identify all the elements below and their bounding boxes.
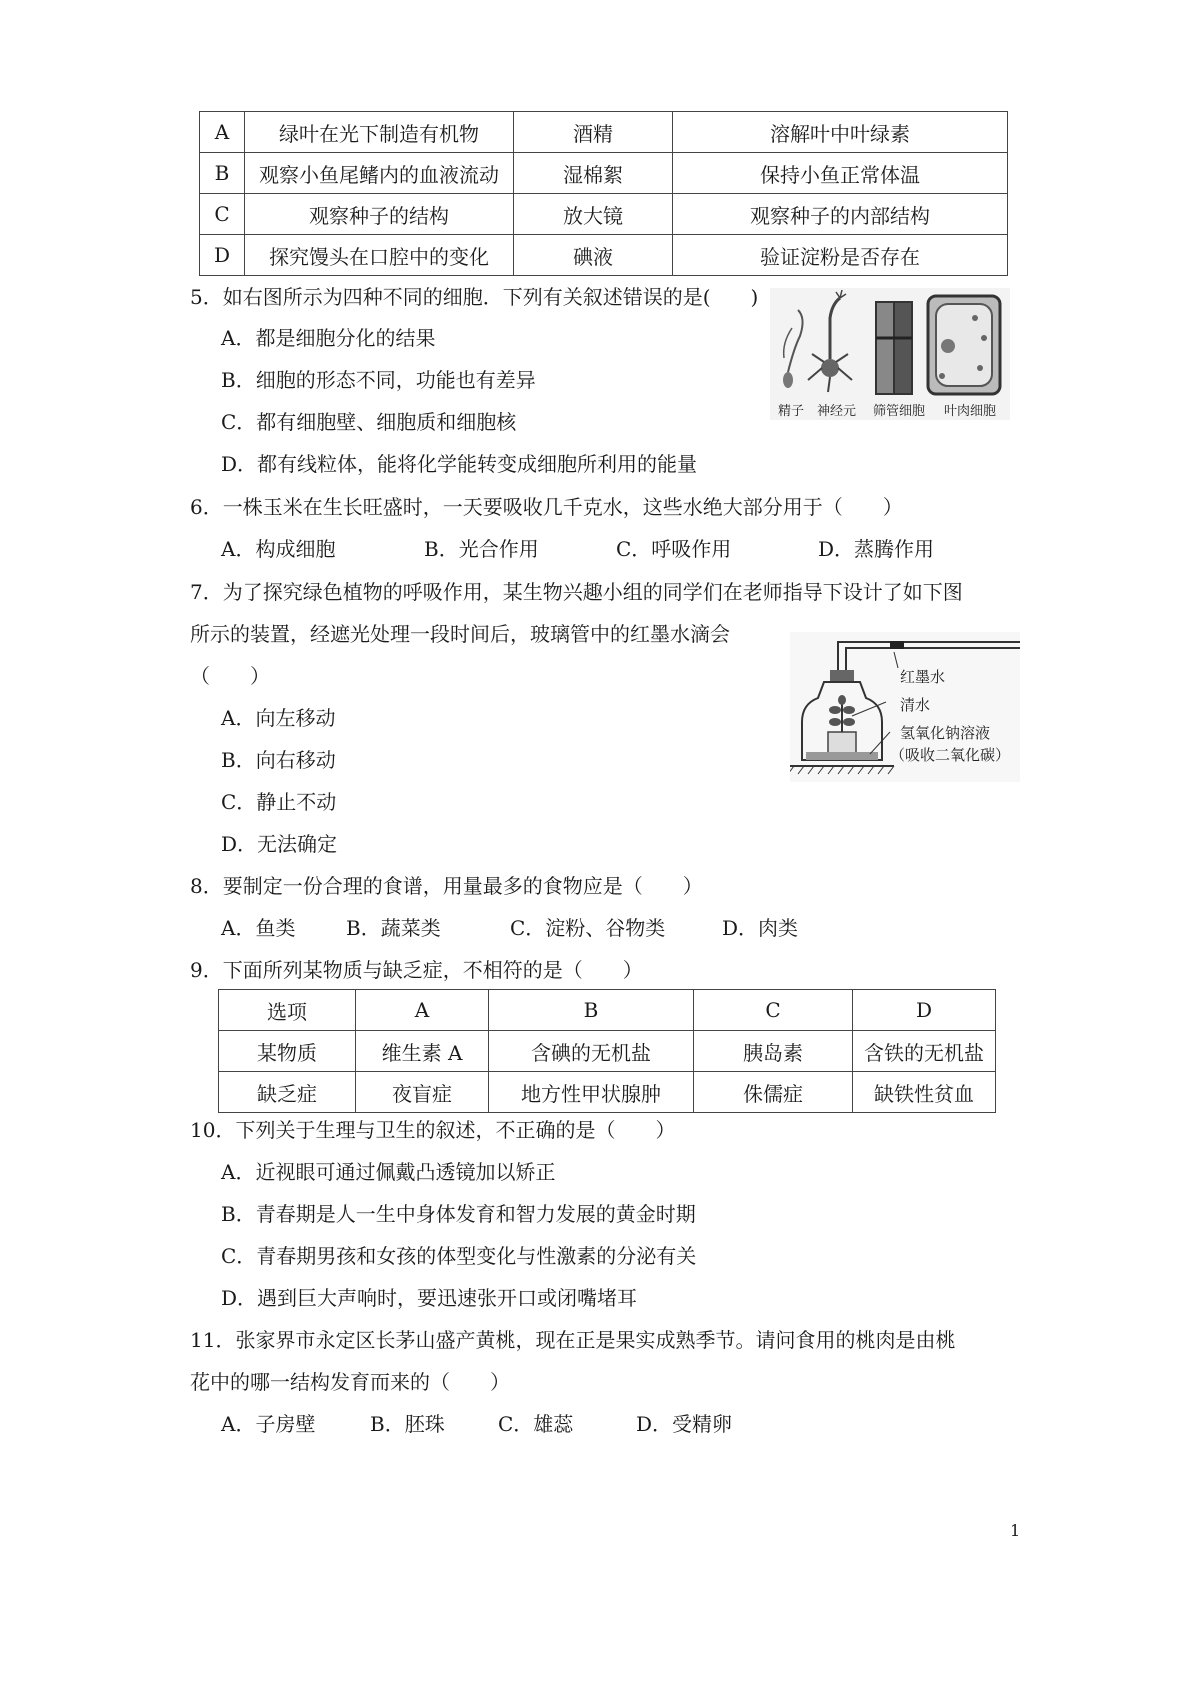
question-8-option-b: B．蔬菜类	[346, 916, 441, 940]
table-cell: 侏儒症	[694, 1072, 853, 1113]
table-cell: 探究馒头在口腔中的变化	[245, 235, 514, 276]
table-cell: 溶解叶中叶绿素	[673, 112, 1008, 153]
figure-label-mesophyll: 叶肉细胞	[944, 404, 997, 419]
deficiency-table	[218, 989, 996, 1113]
table-cell: C	[200, 194, 245, 235]
question-6-option-b: B．光合作用	[424, 537, 539, 561]
table-cell: 验证淀粉是否存在	[673, 235, 1008, 276]
table-cell: 夜盲症	[356, 1072, 489, 1113]
table-row	[219, 1031, 996, 1072]
question-5-stem: 5．如右图所示为四种不同的细胞．下列有关叙述错误的是( )	[190, 285, 759, 309]
question-9-stem: 9．下面所列某物质与缺乏症，不相符的是（ ）	[190, 958, 643, 982]
question-5-option-d: D．都有线粒体，能将化学能转变成细胞所利用的能量	[221, 452, 698, 476]
table-row	[200, 112, 1008, 153]
table-cell: 维生素 A	[356, 1031, 489, 1072]
table-cell: 缺铁性贫血	[853, 1072, 996, 1113]
table-cell: 缺乏症	[219, 1072, 356, 1113]
question-7-option-d: D．无法确定	[221, 832, 338, 856]
table-cell: 观察小鱼尾鳍内的血液流动	[245, 153, 514, 194]
question-7-stem-line-3: （ ）	[190, 664, 270, 688]
table-cell: 保持小鱼正常体温	[673, 153, 1008, 194]
table-row	[200, 194, 1008, 235]
question-6-option-c: C．呼吸作用	[616, 537, 732, 561]
question-10-option-c: C．青春期男孩和女孩的体型变化与性激素的分泌有关	[221, 1244, 697, 1268]
table-cell: 观察种子的内部结构	[673, 194, 1008, 235]
mesophyll-cell-drawing	[928, 296, 1000, 394]
experiment-table	[199, 111, 1008, 276]
question-8-option-c: C．淀粉、谷物类	[510, 916, 666, 940]
cell-drawings	[770, 288, 1010, 398]
question-8-option-d: D．肉类	[722, 916, 799, 940]
neuron-drawing	[808, 290, 852, 392]
question-5-option-b: B．细胞的形态不同，功能也有差异	[221, 368, 536, 392]
table-cell: 观察种子的结构	[245, 194, 514, 235]
table-cell: B	[489, 990, 694, 1031]
table-cell: 胰岛素	[694, 1031, 853, 1072]
question-10-option-d: D．遇到巨大声响时，要迅速张开口或闭嘴堵耳	[221, 1286, 638, 1310]
table-cell: 地方性甲状腺肿	[489, 1072, 694, 1113]
figure-label-sieve-tube: 筛管细胞	[873, 404, 926, 419]
question-8-option-a: A．鱼类	[221, 916, 296, 940]
cell-types-figure	[770, 288, 1010, 420]
table-cell: D	[200, 235, 245, 276]
question-11-option-b: B．胚珠	[370, 1412, 445, 1436]
figure-label-water: 清水	[900, 696, 931, 714]
table-cell: C	[694, 990, 853, 1031]
table-row	[200, 153, 1008, 194]
question-6-option-d: D．蒸腾作用	[818, 537, 935, 561]
ink-drop	[890, 641, 904, 649]
question-5-option-c: C．都有细胞壁、细胞质和细胞核	[221, 410, 517, 434]
question-10-stem: 10．下列关于生理与卫生的叙述，不正确的是（ ）	[190, 1118, 676, 1142]
figure-label-sperm: 精子	[778, 404, 805, 419]
question-5-option-a: A．都是细胞分化的结果	[221, 326, 436, 350]
question-7-option-b: B．向右移动	[221, 748, 336, 772]
table-cell: 湿棉絮	[514, 153, 673, 194]
table-cell: A	[356, 990, 489, 1031]
question-7-option-c: C．静止不动	[221, 790, 337, 814]
question-10-option-a: A．近视眼可通过佩戴凸透镜加以矫正	[221, 1160, 556, 1184]
figure-label-red-ink: 红墨水	[900, 668, 946, 686]
figure-label-neuron: 神经元	[817, 404, 857, 419]
table-row	[200, 235, 1008, 276]
question-11-option-d: D．受精卵	[636, 1412, 733, 1436]
table-cell: B	[200, 153, 245, 194]
question-11-option-c: C．雄蕊	[498, 1412, 574, 1436]
table-cell: D	[853, 990, 996, 1031]
question-7-stem-line-1: 7．为了探究绿色植物的呼吸作用，某生物兴趣小组的同学们在老师指导下设计了如下图	[190, 580, 963, 604]
figure-label-absorb-co2: （吸收二氧化碳）	[890, 746, 1011, 764]
table-row	[219, 990, 996, 1031]
question-6-option-a: A．构成细胞	[221, 537, 336, 561]
table-cell: 酒精	[514, 112, 673, 153]
table-cell: 选项	[219, 990, 356, 1031]
sperm-cell-drawing	[783, 310, 803, 388]
table-cell: 碘液	[514, 235, 673, 276]
table-cell: A	[200, 112, 245, 153]
question-7-stem-line-2: 所示的装置，经遮光处理一段时间后，玻璃管中的红墨水滴会	[190, 622, 730, 646]
question-11-option-a: A．子房壁	[221, 1412, 316, 1436]
question-8-stem: 8．要制定一份合理的食谱，用量最多的食物应是（ ）	[190, 874, 703, 898]
question-11-stem-line-2: 花中的哪一结构发育而来的（ ）	[190, 1370, 510, 1394]
question-10-option-b: B．青春期是人一生中身体发育和智力发展的黄金时期	[221, 1202, 696, 1226]
table-cell: 放大镜	[514, 194, 673, 235]
sieve-tube-cell-drawing	[876, 302, 912, 394]
table-row	[219, 1072, 996, 1113]
respiration-apparatus-figure	[790, 632, 1020, 782]
table-cell: 含碘的无机盐	[489, 1031, 694, 1072]
figure-label-naoh: 氢氧化钠溶液	[900, 724, 991, 742]
question-6-stem: 6．一株玉米在生长旺盛时，一天要吸收几千克水，这些水绝大部分用于（ ）	[190, 495, 903, 519]
page-number: 1	[1010, 1521, 1021, 1540]
question-7-option-a: A．向左移动	[221, 706, 336, 730]
table-cell: 含铁的无机盐	[853, 1031, 996, 1072]
table-cell: 某物质	[219, 1031, 356, 1072]
question-11-stem-line-1: 11．张家界市永定区长茅山盛产黄桃，现在正是果实成熟季节。请问食用的桃肉是由桃	[190, 1328, 956, 1352]
table-cell: 绿叶在光下制造有机物	[245, 112, 514, 153]
